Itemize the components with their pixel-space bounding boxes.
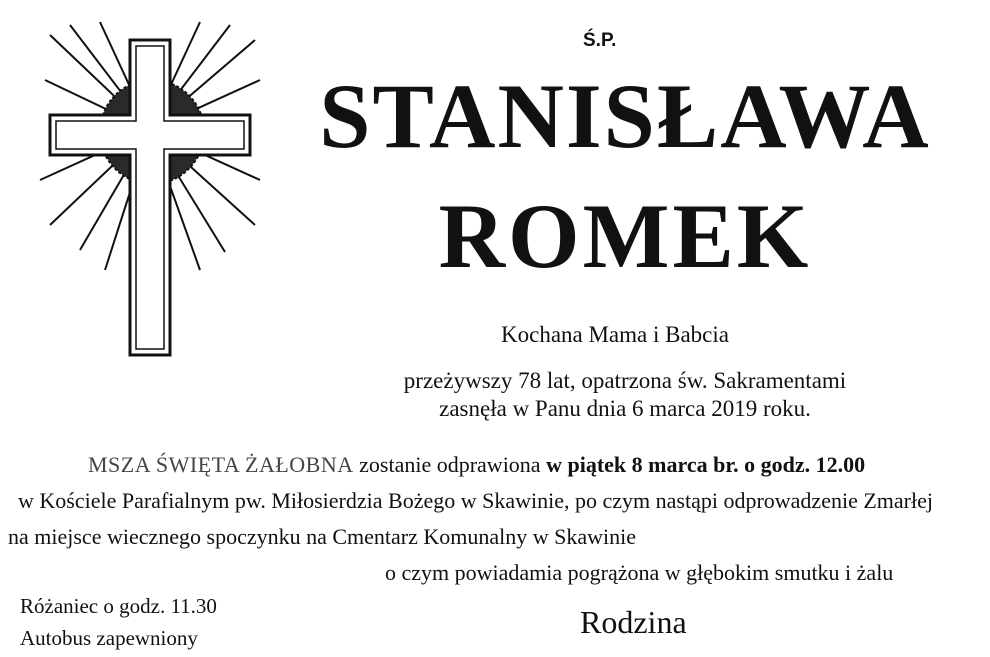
rosary-time: Różaniec o godz. 11.30: [20, 594, 217, 618]
cemetery-line: na miejsce wiecznego spoczynku na Cmentarz Komunalny w Skawinie: [8, 524, 637, 549]
last-name: ROMEK: [438, 185, 812, 287]
death-line: zasnęła w Panu dnia 6 marca 2019 roku.: [439, 396, 811, 421]
family-signature: Rodzina: [580, 604, 687, 640]
notice-line: o czym powiadamia pogrążona w głębokim smutku i żalu: [385, 560, 894, 585]
mass-heading: MSZA ŚWIĘTA ŻAŁOBNA: [88, 452, 354, 477]
relation-line: Kochana Mama i Babcia: [501, 322, 729, 347]
mass-text: zostanie odprawiona: [353, 452, 547, 477]
funeral-mass-line: [88, 452, 865, 478]
mass-date-time: w piątek 8 marca br. o godz. 12.00: [546, 452, 866, 477]
prefix-label: Ś.P.: [583, 30, 617, 51]
first-name: STANISŁAWA: [319, 65, 931, 167]
bus-info: Autobus zapewniony: [20, 626, 198, 650]
cross-with-rays-icon: [30, 20, 270, 360]
church-line: w Kościele Parafialnym pw. Miłosierdzia Bożego w Skawinie, po czym nastąpi odprowadzenie Zmarłej: [18, 488, 933, 513]
age-line: przeżywszy 78 lat, opatrzona św. Sakramentami: [403, 368, 847, 393]
